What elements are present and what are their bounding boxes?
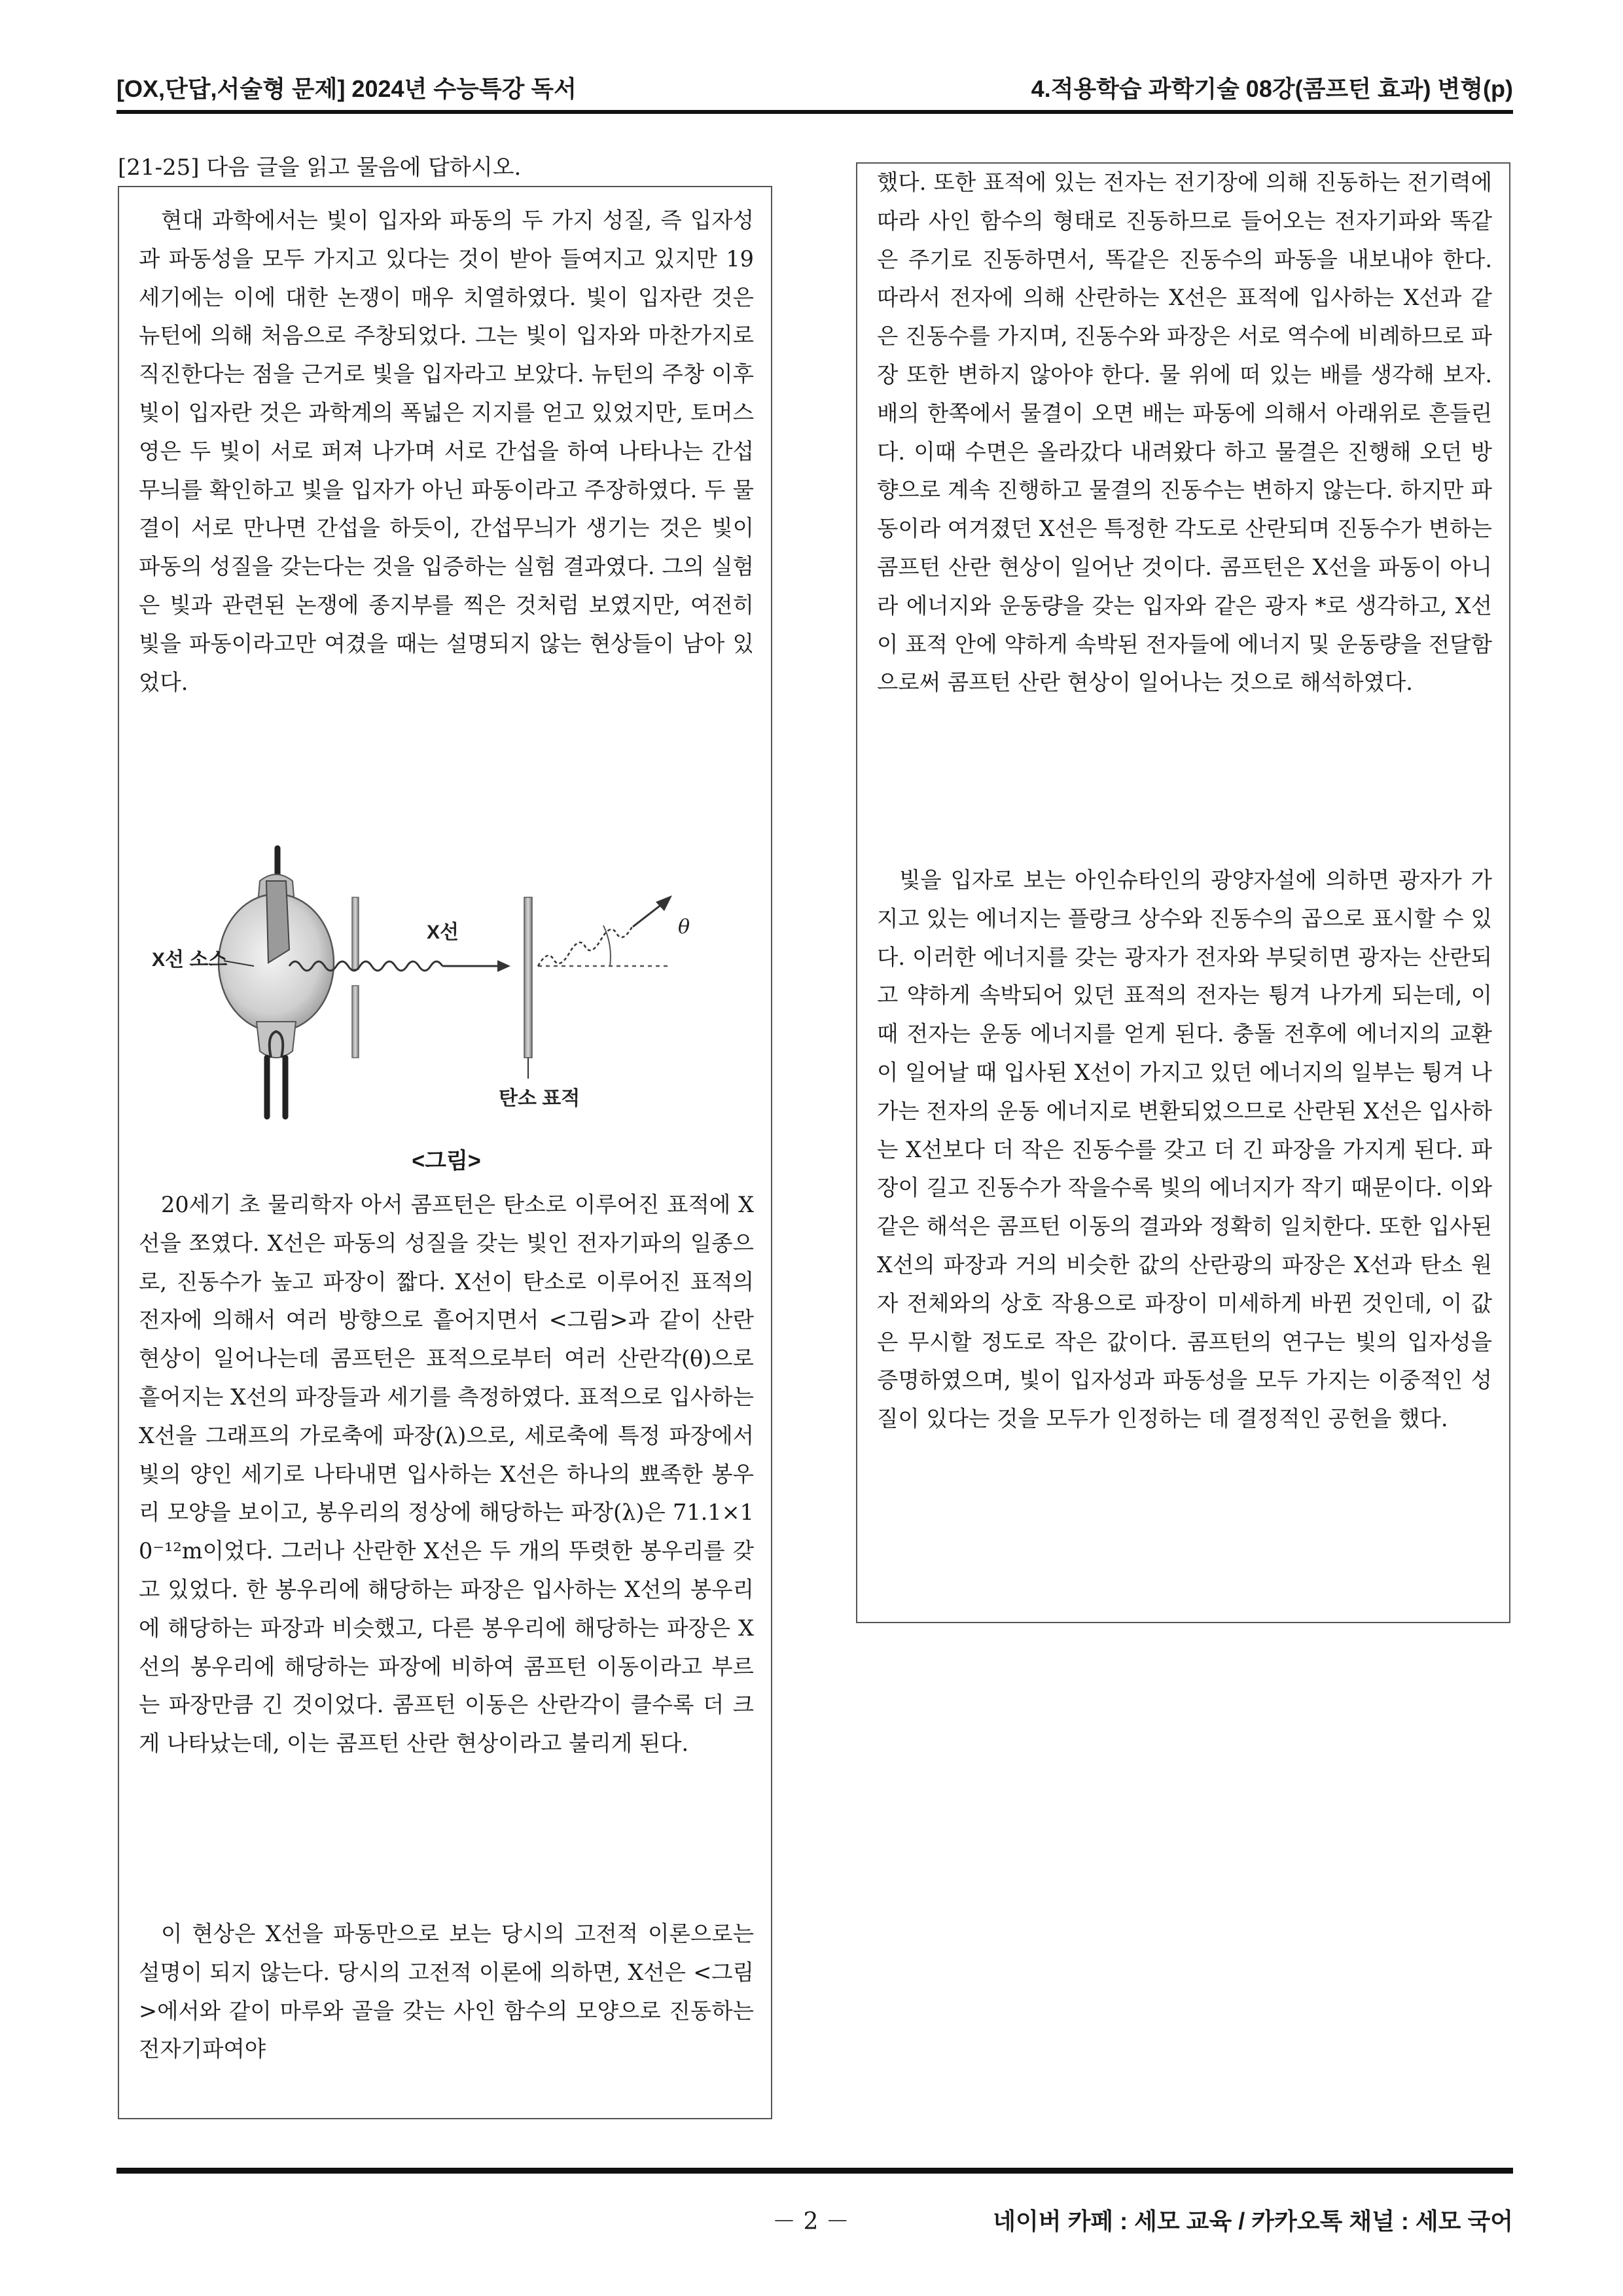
label-scattering-angle: θ (678, 916, 690, 939)
incident-arrow (497, 960, 510, 972)
passage-paragraph (877, 861, 1492, 1439)
carbon-target (524, 897, 532, 1058)
slit-lower (352, 986, 359, 1058)
scattered-wave (538, 927, 632, 966)
scattered-arrow (656, 895, 672, 911)
paragraph-text: 20세기 초 물리학자 아서 콤프턴은 탄소로 이루어진 표적에 X선을 쪼였다. X선은 파동의 성질을 갖는 빛인 전자기파의 일종으로, 진동수가 높고 파장이 짧다. X선이 탄소로 이루어진 표적의 전자에 의해서 여러 방향으로 흩어지면서 <그림>과 같이 산란 현상이 일어나는데 콤프턴은 표적으로부터 여러 산란각(θ)으로 흩어지는 X선의 파장들과 세기를 측정하였다. 표적으로 입사하는 X선을 그래프의 가로축에 파장(λ)으로, 세로축에 특정 파장에서 빛의 양인 세기로 나타내면 입사하는 X선은 하나의 뾰족한 봉우리 모양을 보이고, 봉우리의 정상에 해당하는 파장(λ)은 71.1×10⁻¹²m이었다. 그러나 산란한 X선은 두 개의 뚜렷한 봉우리를 갖고 있었다. 한 봉우리에 해당하는 파장은 입사하는 X선의 봉우리에 해당하는 파장과 비슷했고, 다른 봉우리에 해당하는 파장은 X선의 봉우리에 해당하는 파장에 비하여 콤프턴 이동이라고 부르는 파장만큼 긴 것이었다. 콤프턴 이동은 산란각이 클수록 더 크게 나타났는데, 이는 콤프턴 산란 현상이라고 불리게 된다. (139, 1192, 754, 1757)
passage-paragraph (139, 1186, 754, 1763)
slit-upper (352, 897, 359, 969)
question-range-instruction: [21-25] 다음 글을 읽고 물음에 답하시오. (118, 154, 522, 181)
paragraph-text: 빛을 입자로 보는 아인슈타인의 광양자설에 의하면 광자가 가지고 있는 에너지는 플랑크 상수와 진동수의 곱으로 표시할 수 있다. 이러한 에너지를 갖는 광자가 전자와 부딪히면 광자는 산란되고 약하게 속박되어 있던 표적의 전자는 튕겨 나가게 되는데, 이때 전자는 운동 에너지를 얻게 된다. 충돌 전후에 에너지의 교환이 일어날 때 입사된 X선이 가지고 있던 에너지의 일부는 튕겨 나가는 전자의 운동 에너지로 변환되었으므로 산란된 X선은 입사하는 X선보다 더 작은 진동수를 갖고 더 긴 파장을 가지게 된다. 파장이 길고 진동수가 작을수록 빛의 에너지가 작기 때문이다. 이와 같은 해석은 콤프턴 이동의 결과와 정확히 일치한다. 또한 입사된 X선의 파장과 거의 비슷한 값의 산란광의 파장은 X선과 탄소 원자 전체와의 상호 작용으로 파장이 미세하게 바뀐 것인데, 이 값은 무시할 정도로 작은 값이다. 콤프턴의 연구는 빛의 입자성을 증명하였으며, 빛이 입자성과 파동성을 모두 가지는 이중적인 성질이 있다는 것을 모두가 인정하는 데 결정적인 공헌을 했다. (877, 867, 1492, 1432)
angle-arc (603, 925, 611, 966)
paragraph-text: 했다. 또한 표적에 있는 전자는 전기장에 의해 진동하는 전기력에 따라 사인 함수의 형태로 진동하므로 들어오는 전자기파와 똑같은 주기로 진동하면서, 똑같은 진동수의 파동을 내보내야 한다. 따라서 전자에 의해 산란하는 X선은 표적에 입사하는 X선과 같은 진동수를 가지며, 진동수와 파장은 서로 역수에 비례하므로 파장 또한 변하지 않아야 한다. 물 위에 떠 있는 배를 생각해 보자. 배의 한쪽에서 물결이 오면 배는 파동에 의해서 아래위로 흔들린다. 이때 수면은 올라갔다 내려왔다 하고 물결은 진행해 오던 방향으로 계속 진행하고 물결의 진동수는 변하지 않는다. 하지만 파동이라 여겨졌던 X선은 특정한 각도로 산란되며 진동수가 변하는 콤프턴 산란 현상이 일어난 것이다. 콤프턴은 X선을 파동이 아니라 에너지와 운동량을 갖는 입자와 같은 광자 *로 생각하고, X선이 표적 안에 약하게 속박된 전자들에 에너지 및 운동량을 전달함으로써 콤프턴 산란 현상이 일어나는 것으로 해석하였다. (877, 170, 1492, 696)
compton-diagram (152, 842, 741, 1130)
compton-scattering-figure (152, 842, 741, 1130)
header-divider (116, 110, 1513, 114)
label-x-ray: X선 (427, 922, 459, 943)
passage-paragraph (139, 202, 754, 702)
header-title: [OX,단답,서술형 문제] 2024년 수능특강 독서 (116, 75, 577, 102)
page-number: － 2 － (772, 2208, 849, 2235)
paragraph-text: 이 현상은 X선을 파동만으로 보는 당시의 고전적 이론으로는 설명이 되지 않는다. 당시의 고전적 이론에 의하면, X선은 <그림>에서와 같이 마루와 골을 갖는 사인 함수의 모양으로 진동하는 전자기파여야 (139, 1921, 754, 2062)
footer-divider (116, 2168, 1513, 2174)
passage-left-column (118, 186, 772, 2119)
figure-caption: <그림> (412, 1149, 481, 1174)
header-lesson-info: 4.적용학습 과학기술 08강(콤프턴 효과) 변형(p) (1031, 75, 1513, 102)
label-x-ray-source: X선 소스 (152, 949, 228, 971)
label-carbon-target: 탄소 표적 (499, 1088, 580, 1109)
passage-right-column (856, 162, 1510, 1623)
footer-channel-info: 네이버 카페 : 세모 교육 / 카카오톡 채널 : 세모 국어 (993, 2208, 1513, 2234)
passage-paragraph (877, 164, 1492, 702)
paragraph-text: 현대 과학에서는 빛이 입자와 파동의 두 가지 성질, 즉 입자성과 파동성을 모두 가지고 있다는 것이 받아 들여지고 있지만 19세기에는 이에 대한 논쟁이 매우 치열하였다. 빛이 입자란 것은 뉴턴에 의해 처음으로 주창되었다. 그는 빛이 입자와 마찬가지로 직진한다는 점을 근거로 빛을 입자라고 보았다. 뉴턴의 주창 이후 빛이 입자란 것은 과학계의 폭넓은 지지를 얻고 있었지만, 토머스 영은 두 빛이 서로 퍼져 나가며 서로 간섭을 하여 나타나는 간섭무늬를 확인하고 빛을 입자가 아닌 파동이라고 주장하였다. 두 물결이 서로 만나면 간섭을 하듯이, 간섭무늬가 생기는 것은 빛이 파동의 성질을 갖는다는 것을 입증하는 실험 결과였다. 그의 실험은 빛과 관련된 논쟁에 종지부를 찍은 것처럼 보였지만, 여전히 빛을 파동이라고만 여겼을 때는 설명되지 않는 현상들이 남아 있었다. (139, 207, 754, 695)
passage-paragraph (139, 1915, 754, 2069)
